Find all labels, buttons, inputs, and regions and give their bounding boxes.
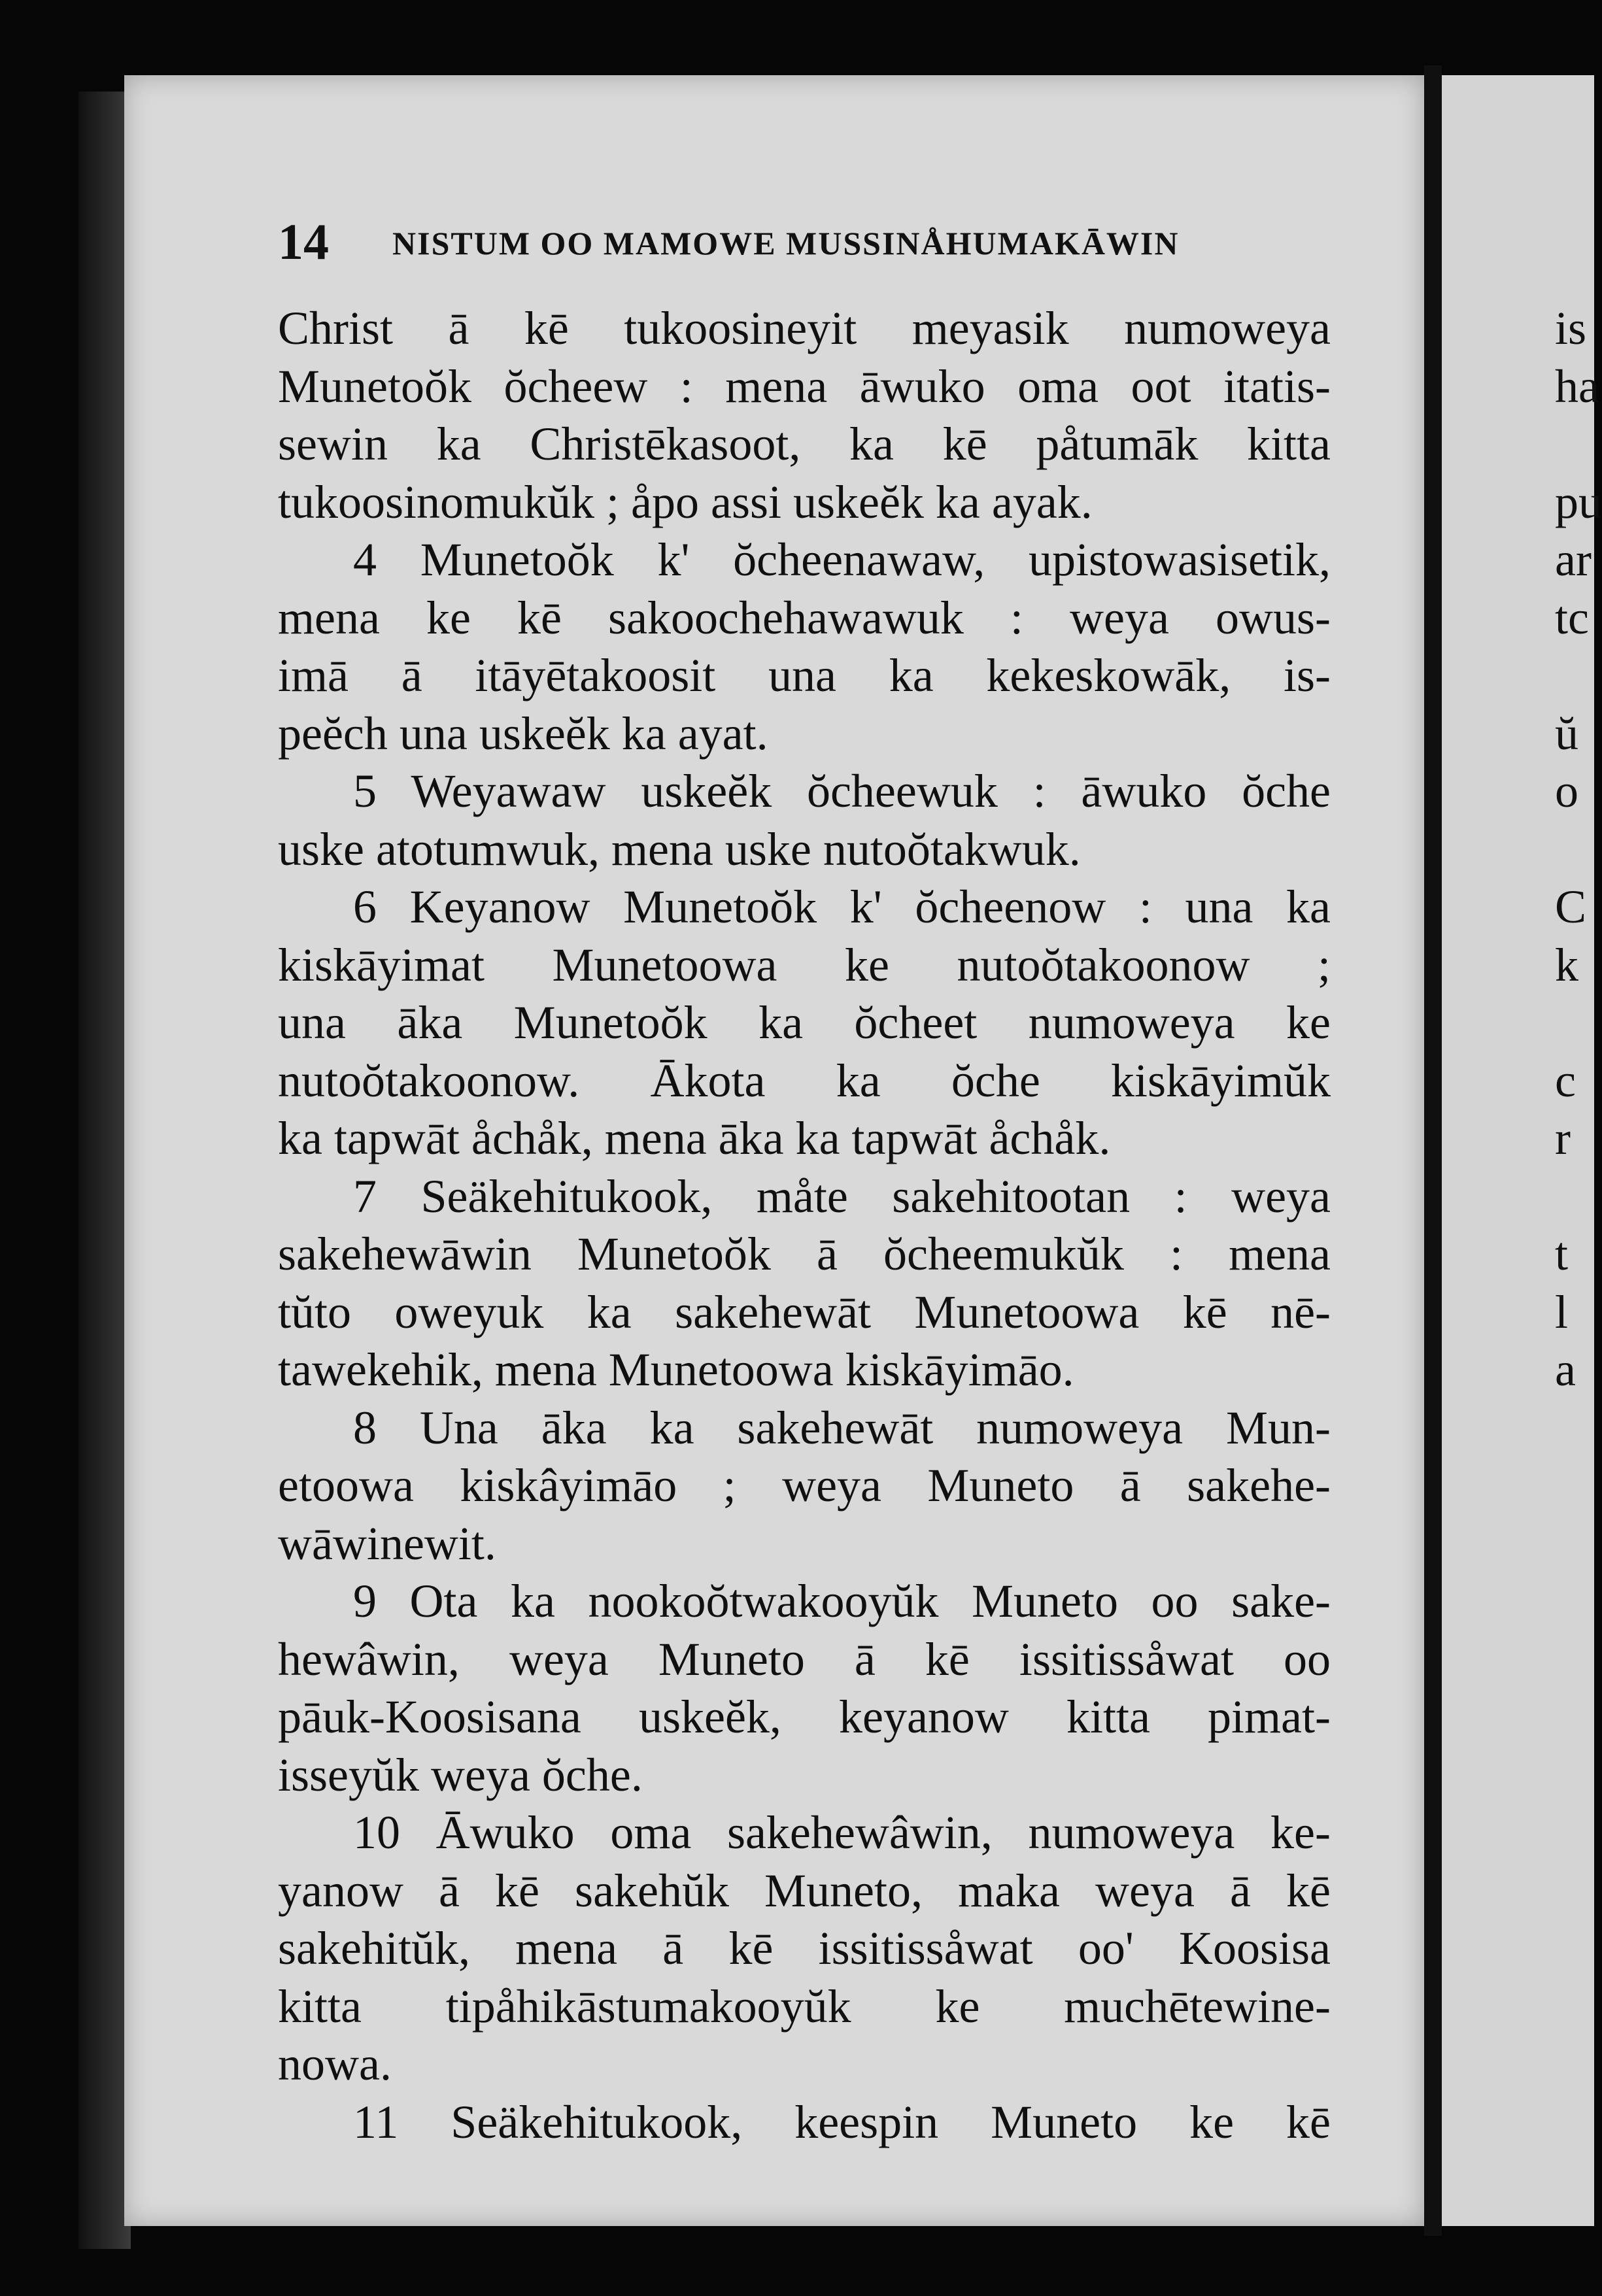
- text-line: 4 Munetoŏk k' ŏcheenawaw, upistowasisetik,: [353, 533, 1331, 586]
- adjacent-page-fragment: a: [1555, 1343, 1576, 1396]
- page-gutter: [1424, 65, 1442, 2236]
- adjacent-page-fragment: k: [1555, 938, 1578, 991]
- text-line: kiskāyimat Munetoowa ke nutoŏtakoonow ;: [278, 938, 1331, 991]
- text-line: tawekehik, mena Munetoowa kiskāyimāo.: [278, 1343, 1074, 1396]
- adjacent-page-text: [1555, 299, 1602, 1399]
- adjacent-page-fragment: tc: [1555, 591, 1589, 644]
- adjacent-page-fragment: o: [1555, 765, 1578, 817]
- text-line: etoowa kiskâyimāo ; weya Muneto ā sakehe-: [278, 1459, 1331, 1511]
- text-line: yanow ā kē sakehŭk Muneto, maka weya ā kē: [278, 1864, 1331, 1917]
- adjacent-page-fragment: ar: [1555, 533, 1592, 586]
- adjacent-page-fragment: is: [1555, 302, 1587, 354]
- text-line: 10 Āwuko oma sakehewâwin, numoweya ke-: [353, 1806, 1331, 1859]
- adjacent-page-fragment: r: [1555, 1112, 1571, 1164]
- text-line: sakehitŭk, mena ā kē issitissåwat oo' Koosisa: [278, 1922, 1331, 1974]
- text-line: peĕch una uskeĕk ka ayat.: [278, 707, 768, 760]
- adjacent-page-fragment: [1555, 994, 1602, 1052]
- adjacent-page-fragment: [1555, 1168, 1602, 1226]
- adjacent-page-fragment: [1555, 647, 1602, 705]
- adjacent-page-fragment: pu: [1555, 475, 1602, 528]
- text-line: kitta tipåhikāstumakooyŭk ke muchētewine-: [278, 1980, 1331, 2033]
- text-line: una āka Munetoŏk ka ŏcheet numoweya ke: [278, 996, 1331, 1049]
- text-line: sewin ka Christēkasoot, ka kē påtumāk kitta: [278, 418, 1331, 470]
- text-line: ka tapwāt åchåk, mena āka ka tapwāt åchåk.: [278, 1112, 1111, 1164]
- text-line: hewâwin, weya Muneto ā kē issitissåwat oo: [278, 1632, 1331, 1685]
- book-spine-shadow: [78, 92, 131, 2249]
- text-line: wāwinewit.: [278, 1517, 496, 1570]
- adjacent-page-fragment: c: [1555, 1054, 1576, 1107]
- adjacent-page-fragment: l: [1555, 1285, 1569, 1338]
- text-line: nutoŏtakoonow. Ākota ka ŏche kiskāyimŭk: [278, 1054, 1331, 1107]
- adjacent-page-fragment: [1555, 415, 1602, 473]
- page-body-text: [278, 299, 1331, 2151]
- text-line: 6 Keyanow Munetoŏk k' ŏcheenow : una ka: [353, 881, 1331, 933]
- page-header: [278, 212, 1324, 270]
- adjacent-page-fragment: C: [1555, 881, 1587, 933]
- text-line: isseyŭk weya ŏche.: [278, 1748, 643, 1801]
- running-title: NISTUM OO MAMOWE MUSSINÅHUMAKĀWIN: [392, 225, 1180, 262]
- text-line: mena ke kē sakoochehawawuk : weya owus-: [278, 591, 1331, 644]
- text-line: 9 Ota ka nookoŏtwakooyŭk Muneto oo sake-: [353, 1575, 1331, 1627]
- text-line: uske atotumwuk, mena uske nutoŏtakwuk.: [278, 822, 1081, 875]
- text-line: Christ ā kē tukoosineyit meyasik numoweya: [278, 302, 1331, 354]
- adjacent-page-fragment: ha: [1555, 360, 1599, 413]
- adjacent-page-fragment: t: [1555, 1228, 1569, 1280]
- text-line: 5 Weyawaw uskeĕk ŏcheewuk : āwuko ŏche: [353, 765, 1331, 817]
- text-line: tŭto oweyuk ka sakehewāt Munetoowa kē nē-: [278, 1285, 1331, 1338]
- text-line: imā ā itāyētakoosit una ka kekeskowāk, is-: [278, 649, 1331, 701]
- text-line: tukoosinomukŭk ; åpo assi uskeĕk ka ayak.: [278, 475, 1093, 528]
- adjacent-page-fragment: [1555, 820, 1602, 879]
- text-line: sakehewāwin Munetoŏk ā ŏcheemukŭk : mena: [278, 1228, 1331, 1280]
- text-line: pāuk-Koosisana uskeĕk, keyanow kitta pimat-: [278, 1691, 1331, 1743]
- page-number: 14: [278, 213, 329, 270]
- text-line: 7 Seäkehitukook, måte sakehitootan : weya: [353, 1170, 1331, 1223]
- text-line: nowa.: [278, 2038, 392, 2090]
- text-line: 11 Seäkehitukook, keespin Muneto ke kē: [353, 2095, 1331, 2148]
- text-line: Munetoŏk ŏcheew : mena āwuko oma oot itatis-: [278, 360, 1331, 413]
- adjacent-page-fragment: ŭ: [1555, 707, 1578, 760]
- text-line: 8 Una āka ka sakehewāt numoweya Mun-: [353, 1401, 1331, 1454]
